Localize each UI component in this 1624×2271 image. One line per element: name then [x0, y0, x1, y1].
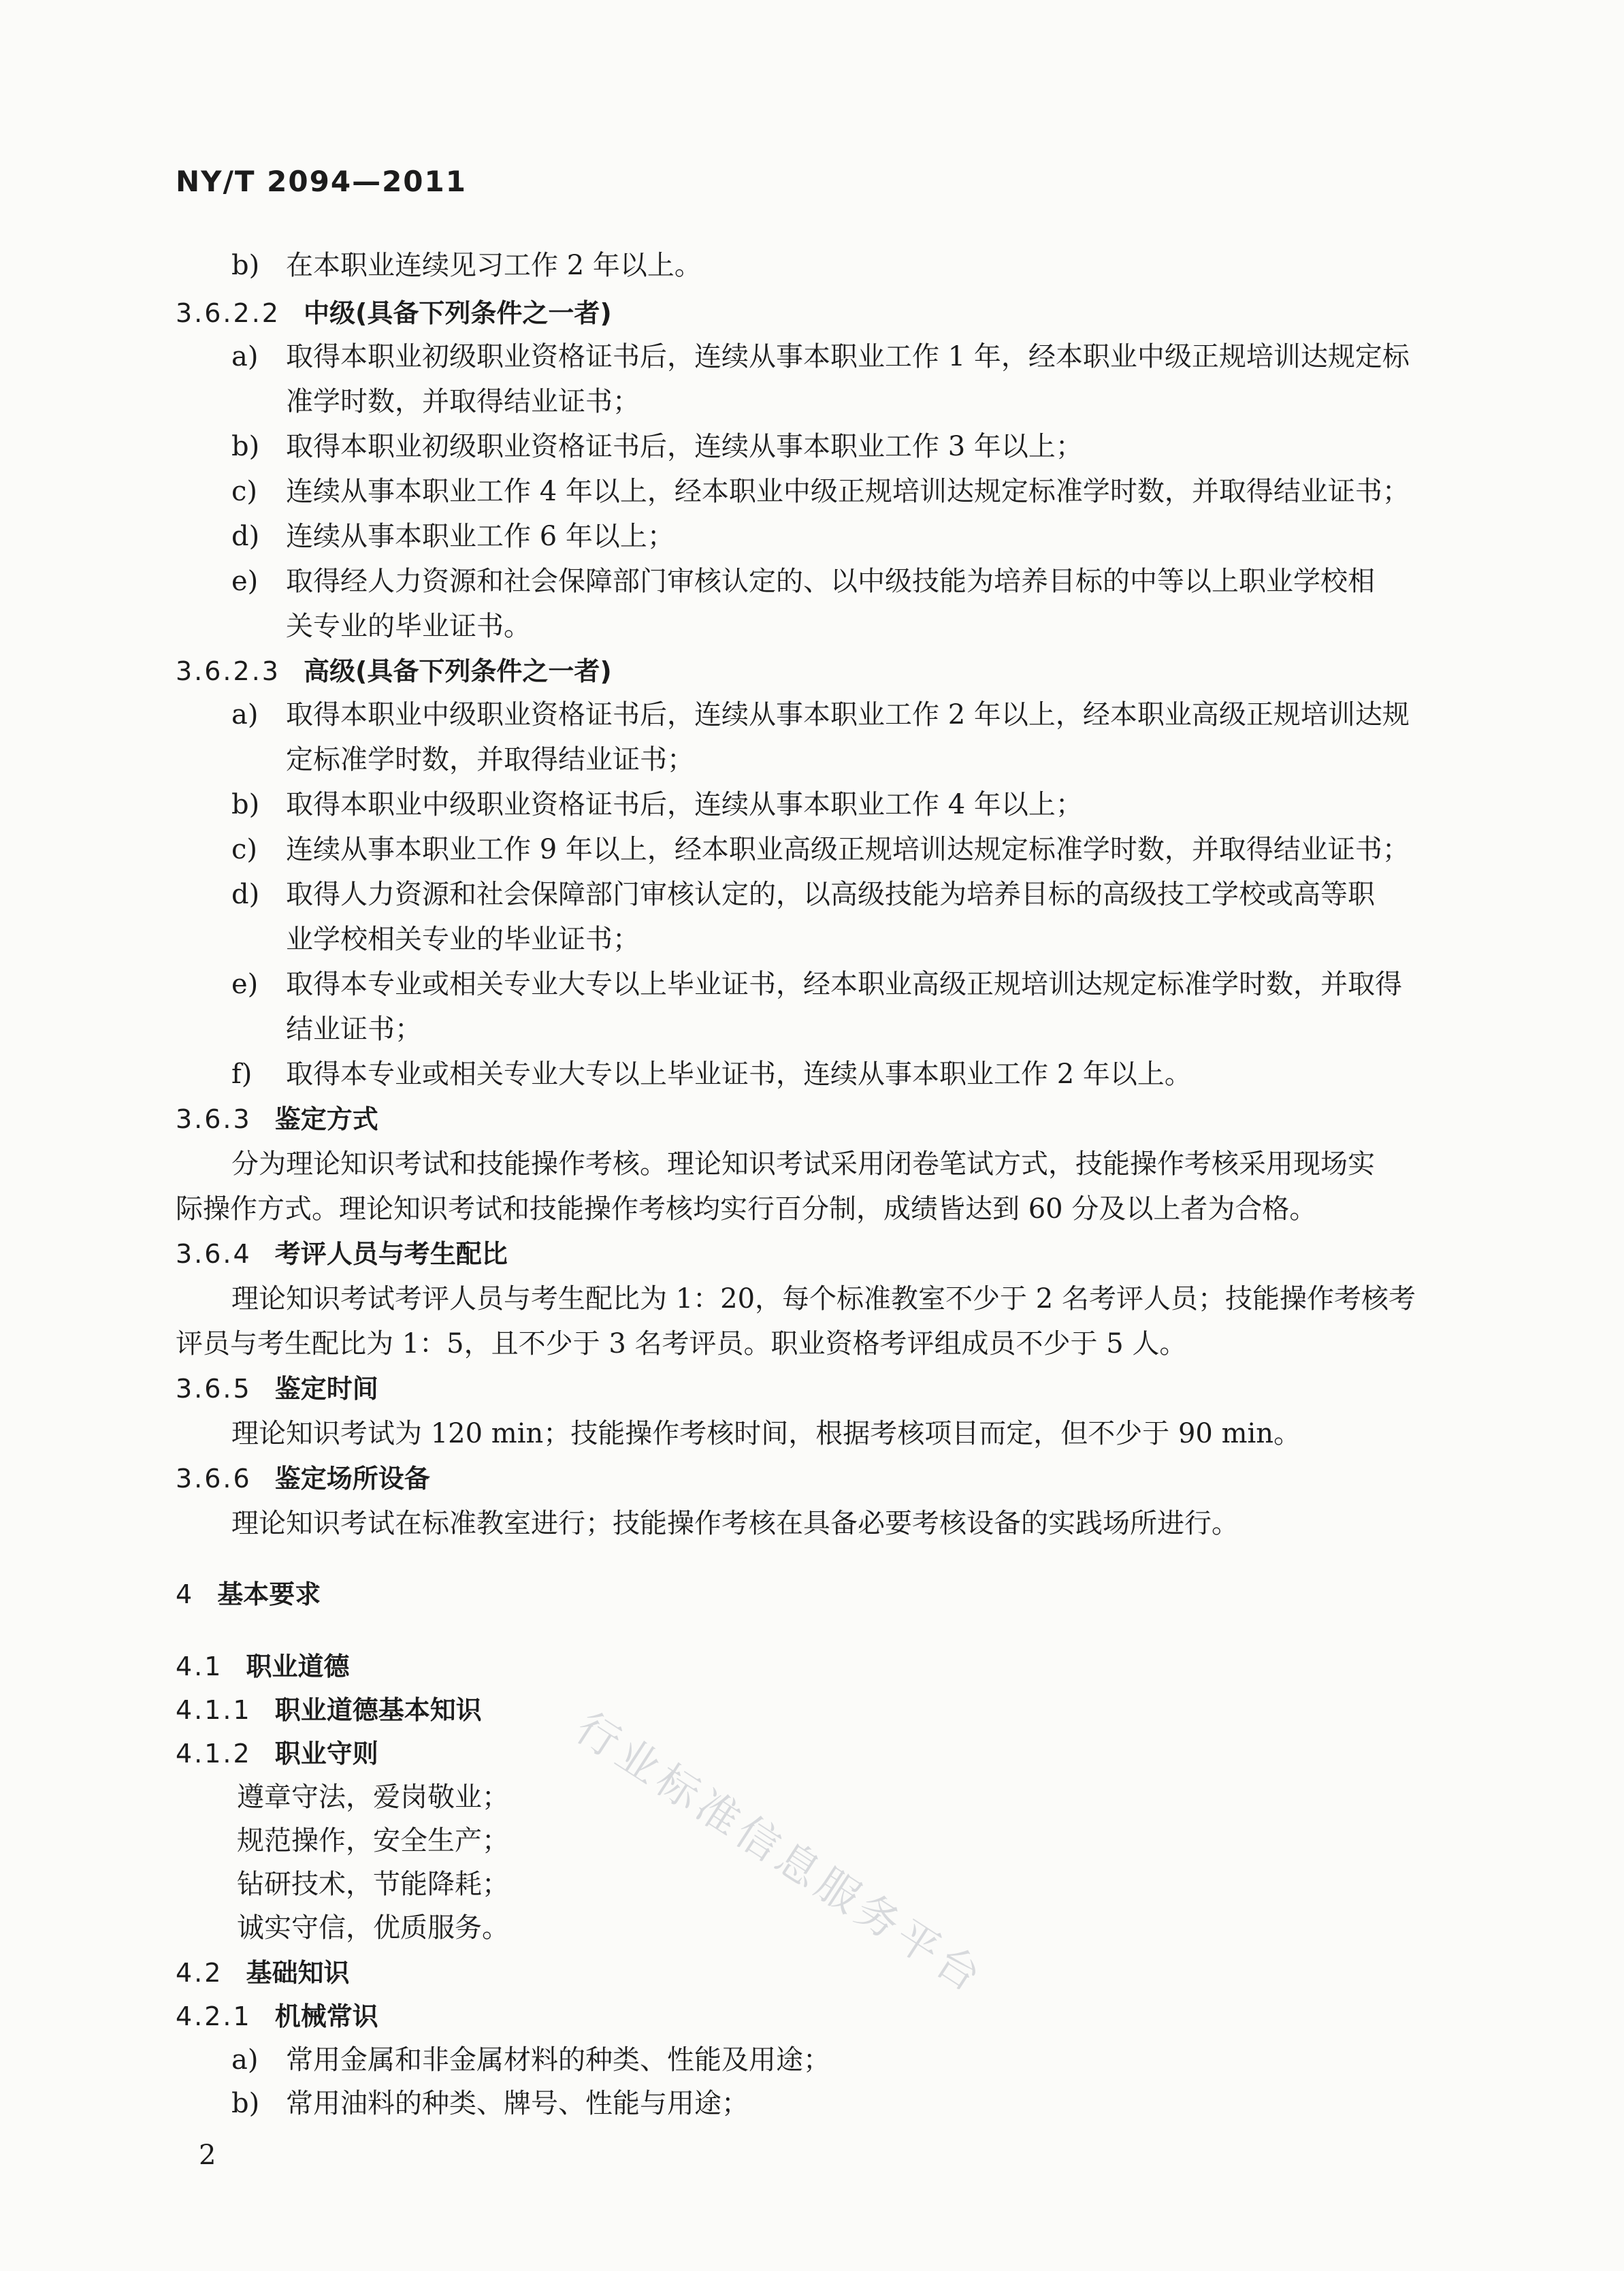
item-text: 常用油料的种类、牌号、性能与用途；	[286, 2088, 749, 2119]
section-heading-4-1-1	[176, 1691, 482, 1729]
item-label: a)	[231, 699, 259, 730]
section-title: 鉴定方式	[274, 1104, 378, 1134]
item-label: d)	[231, 521, 260, 552]
item-continuation: 关专业的毕业证书。	[286, 611, 531, 642]
item-label: d)	[231, 879, 260, 910]
item-label: e)	[231, 566, 259, 597]
paragraph-line: 际操作方式。理论知识考试和技能操作考核均实行百分制，成绩皆达到 60 分及以上者为合格。	[176, 1193, 1317, 1225]
section-title: 中级(具备下列条件之一者)	[303, 298, 612, 328]
section-number: 4	[176, 1579, 195, 1609]
item-text: 取得人力资源和社会保障部门审核认定的，以高级技能为培养目标的高级技工学校或高等职	[286, 879, 1375, 910]
section-heading-3-6-6	[176, 1460, 430, 1498]
item-text: 常用金属和非金属材料的种类、性能及用途；	[286, 2044, 830, 2076]
item-label: a)	[231, 2044, 259, 2076]
section-heading-4-2	[176, 1954, 349, 1992]
section-heading-3-6-4	[176, 1235, 508, 1273]
item-label: b)	[231, 250, 260, 281]
section-title: 职业道德基本知识	[274, 1695, 482, 1725]
section-number: 3.6.4	[176, 1239, 252, 1269]
section-title: 考评人员与考生配比	[274, 1239, 508, 1269]
item-label: b)	[231, 789, 260, 820]
section-title: 职业守则	[274, 1739, 378, 1769]
section-heading-4-2-1	[176, 1997, 378, 2035]
section-number: 4.1.2	[176, 1739, 252, 1769]
item-text: 取得本职业中级职业资格证书后，连续从事本职业工作 2 年以上，经本职业高级正规培训达规	[286, 699, 1410, 730]
section-heading-3-6-2-3	[176, 652, 612, 690]
item-text: 取得经人力资源和社会保障部门审核认定的、以中级技能为培养目标的中等以上职业学校相	[286, 566, 1375, 597]
guideline-line: 规范操作，安全生产；	[237, 1825, 509, 1856]
item-continuation: 准学时数，并取得结业证书；	[286, 386, 640, 417]
item-text: 取得本职业中级职业资格证书后，连续从事本职业工作 4 年以上；	[286, 789, 1083, 820]
item-text: 取得本职业初级职业资格证书后，连续从事本职业工作 3 年以上；	[286, 431, 1083, 462]
section-heading-3-6-2-2	[176, 294, 612, 332]
item-text: 取得本专业或相关专业大专以上毕业证书，连续从事本职业工作 2 年以上。	[286, 1059, 1192, 1090]
guideline-line: 钻研技术，节能降耗；	[237, 1869, 509, 1900]
item-label: e)	[231, 969, 259, 1000]
section-number: 4.1	[176, 1652, 223, 1681]
item-text: 连续从事本职业工作 9 年以上，经本职业高级正规培训达规定标准学时数，并取得结业证书；	[286, 834, 1410, 865]
item-text: 连续从事本职业工作 4 年以上，经本职业中级正规培训达规定标准学时数，并取得结业证书；	[286, 476, 1410, 507]
section-number: 3.6.2.3	[176, 656, 280, 686]
section-heading-3-6-3	[176, 1100, 378, 1138]
item-continuation: 结业证书；	[286, 1014, 422, 1045]
page-number: 2	[199, 2140, 216, 2171]
item-label: f)	[231, 1059, 253, 1090]
document-code-header: NY/T 2094—2011	[176, 165, 467, 198]
section-title: 基础知识	[246, 1958, 350, 1988]
section-heading-3-6-5	[176, 1370, 378, 1408]
item-continuation: 定标准学时数，并取得结业证书；	[286, 744, 694, 775]
paragraph-line: 分为理论知识考试和技能操作考核。理论知识考试采用闭卷笔试方式，技能操作考核采用现场实	[231, 1148, 1375, 1180]
item-text: 取得本职业初级职业资格证书后，连续从事本职业工作 1 年，经本职业中级正规培训达规定标	[286, 341, 1410, 372]
paragraph-line: 评员与考生配比为 1：5，且不少于 3 名考评员。职业资格考评组成员不少于 5 人。	[176, 1328, 1187, 1359]
section-heading-4-1-2	[176, 1735, 378, 1773]
section-number: 3.6.2.2	[176, 298, 280, 328]
section-title: 鉴定场所设备	[274, 1464, 430, 1494]
item-label: c)	[231, 834, 258, 865]
section-number: 3.6.6	[176, 1464, 252, 1494]
section-title: 鉴定时间	[274, 1374, 378, 1404]
guideline-line: 遵章守法，爱岗敬业；	[237, 1782, 509, 1813]
item-continuation: 业学校相关专业的毕业证书；	[286, 924, 640, 955]
item-label: b)	[231, 2088, 260, 2119]
guideline-line: 诚实守信，优质服务。	[237, 1912, 509, 1944]
item-text: 在本职业连续见习工作 2 年以上。	[286, 250, 702, 281]
section-title: 职业道德	[246, 1652, 350, 1681]
item-text: 取得本专业或相关专业大专以上毕业证书，经本职业高级正规培训达规定标准学时数，并取得	[286, 969, 1402, 1000]
item-text: 连续从事本职业工作 6 年以上；	[286, 521, 675, 552]
item-label: a)	[231, 341, 259, 372]
paragraph-line: 理论知识考试考评人员与考生配比为 1：20，每个标准教室不少于 2 名考评人员；技能操作考核考	[231, 1283, 1416, 1315]
paragraph-line: 理论知识考试为 120 min；技能操作考核时间，根据考核项目而定，但不少于 90 min。	[231, 1418, 1301, 1449]
section-number: 4.2.1	[176, 2001, 252, 2031]
section-number: 3.6.3	[176, 1104, 252, 1134]
section-title: 高级(具备下列条件之一者)	[303, 656, 612, 686]
item-label: c)	[231, 476, 258, 507]
section-number: 3.6.5	[176, 1374, 252, 1404]
section-title: 基本要求	[217, 1579, 321, 1609]
paragraph-line: 理论知识考试在标准教室进行；技能操作考核在具备必要考核设备的实践场所进行。	[231, 1508, 1239, 1539]
section-number: 4.1.1	[176, 1695, 252, 1725]
watermark-text: 行业标准信息服务平台	[567, 1702, 994, 2004]
section-title: 机械常识	[274, 2001, 378, 2031]
item-label: b)	[231, 431, 260, 462]
chapter-heading-4	[176, 1575, 321, 1613]
section-heading-4-1	[176, 1647, 349, 1686]
section-number: 4.2	[176, 1958, 223, 1988]
